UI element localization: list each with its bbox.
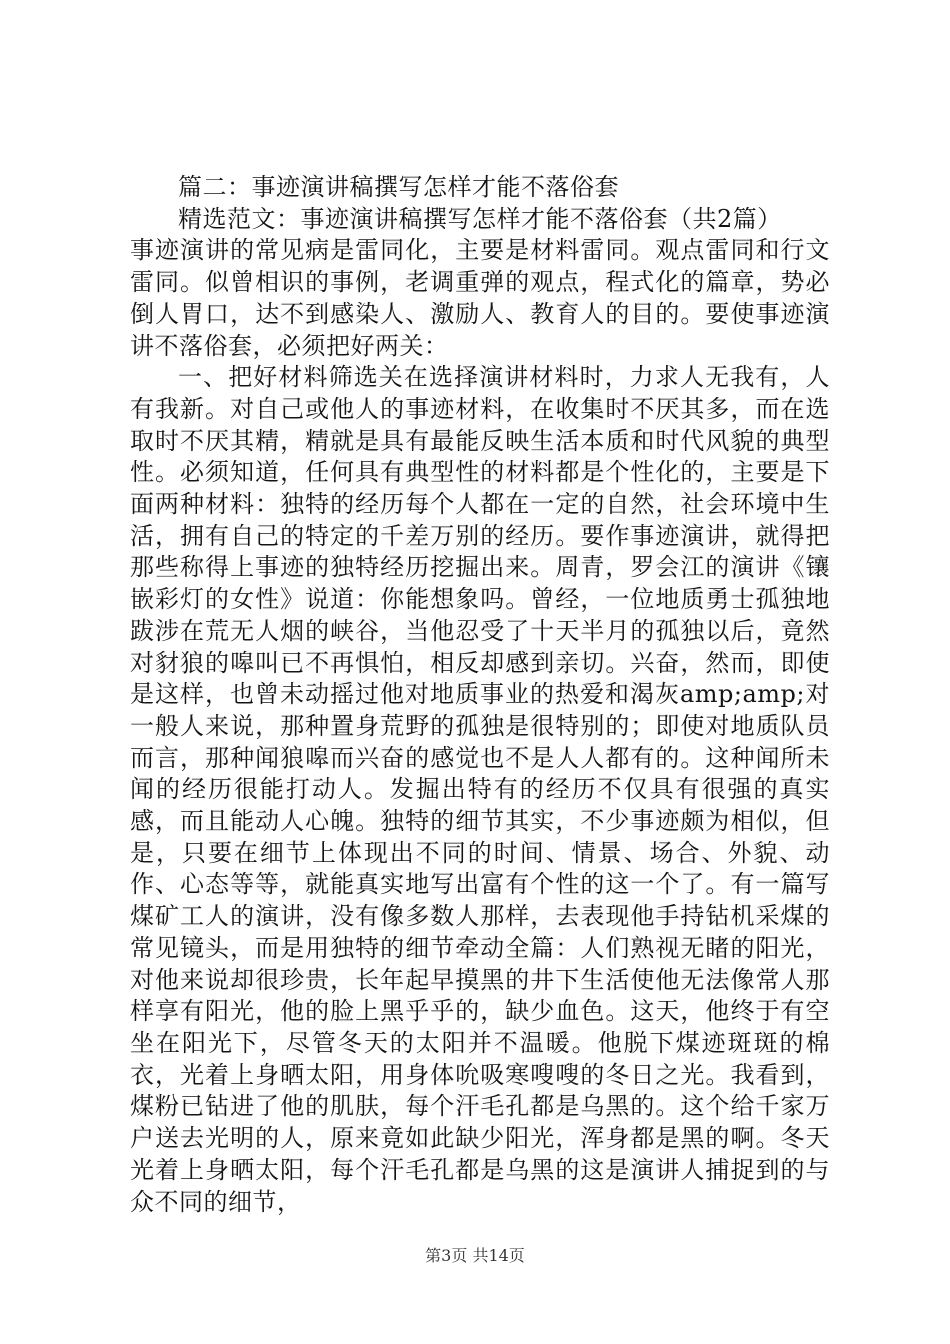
page-number-footer: 第3页 共14页 (425, 1246, 525, 1265)
section-heading: 篇二：事迹演讲稿撰写怎样才能不落俗套 (178, 173, 619, 201)
intro-paragraph: 事迹演讲的常见病是雷同化，主要是材料雷同。观点雷同和行文雷同。似曾相识的事例，老调重弹的观点，程式化的篇章，势必倒人胃口，达不到感染人、激励人、教育人的目的。要使事迹演讲不落俗套，必须把好两关： (130, 236, 830, 360)
section-subheading: 精选范文：事迹演讲稿撰写怎样才能不落俗套（共2篇） (178, 204, 782, 233)
body-paragraph: 一、把好材料筛选关在选择演讲材料时，力求人无我有，人有我新。对自己或他人的事迹材料，在收集时不厌其多，而在选取时不厌其精，精就是具有最能反映生活本质和时代风貌的典型性。必须知道，任何具有典型性的材料都是个性化的，主要是下面两种材料：独特的经历每个人都在一定的自然，社会环境中生活，拥有自己的特定的千差万别的经历。要作事迹演讲，就得把那些称得上事迹的独特经历挖掘出来。周青，罗会江的演讲《镶嵌彩灯的女性》说道：你能想象吗。曾经，一位地质勇士孤独地跋涉在荒无人烟的峡谷，当他忍受了十天半月的孤独以后，竟然对豺狼的嗥叫已不再惧怕，相反却感到亲切。兴奋，然而，即使是这样，也曾未动摇过他对地质事业的热爱和渴灰amp;amp;对一般人来说，那种置身荒野的孤独是很特别的；即使对地质队员而言，那种闻狼嗥而兴奋的感觉也不是人人都有的。这种闻所未闻的经历很能打动人。发掘出特有的经历不仅具有很强的真实感，而且能动人心魄。独特的细节其实，不少事迹颇为相似，但是，只要在细节上体现出不同的时间、情景、场合、外貌、动作、心态等等，就能真实地写出富有个性的这一个了。有一篇写煤矿工人的演讲，没有像多数人那样，去表现他手持钻机采煤的常见镜头，而是用独特的细节牵动全篇：人们熟视无睹的阳光，对他来说却很珍贵，长年起早摸黑的井下生活使他无法像常人那样享有阳光，他的脸上黑乎乎的，缺少血色。这天，他终于有空坐在阳光下，尽管冬天的太阳并不温暖。他脱下煤迹斑斑的棉衣，光着上身晒太阳，用身体吮吸寒嗖嗖的冬日之光。我看到，煤粉已钻进了他的肌肤，每个汗毛孔都是乌黑的。这个给千家万户送去光明的人，原来竟如此缺少阳光，浑身都是黑的啊。冬天光着上身晒太阳，每个汗毛孔都是乌黑的这是演讲人捕捉到的与众不同的细节， (130, 363, 830, 1216)
document-body (130, 172, 830, 1218)
